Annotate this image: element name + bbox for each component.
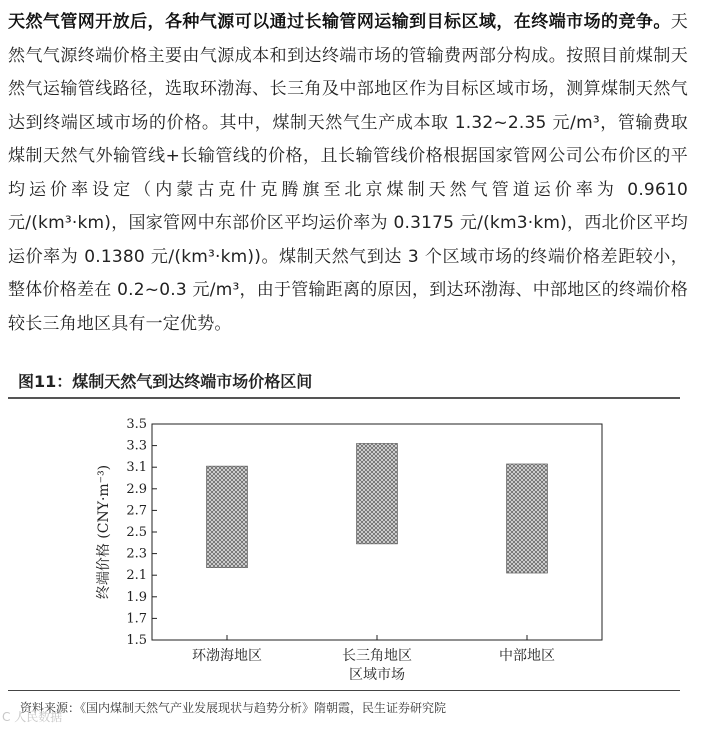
y-tick-label: 3.3 (126, 438, 147, 454)
chart-container (8, 400, 698, 690)
price-range-chart (8, 400, 698, 690)
x-tick-label: 环渤海地区 (192, 648, 262, 664)
y-tick-label: 3.1 (126, 460, 147, 476)
x-tick-label: 长三角地区 (342, 648, 412, 664)
y-tick-label: 3.5 (126, 417, 147, 432)
figure-title-bar (8, 367, 680, 399)
bars-group (207, 443, 548, 573)
article-paragraph (8, 6, 688, 341)
range-bar (207, 466, 248, 568)
range-bar (357, 443, 398, 543)
x-tick-label: 中部地区 (499, 648, 555, 664)
y-tick-label: 2.7 (126, 503, 147, 519)
figure-title: 图11：煤制天然气到达终端市场价格区间 (18, 372, 313, 391)
range-bar (507, 464, 548, 573)
y-tick-label: 2.9 (126, 481, 147, 497)
y-tick-label: 2.1 (126, 568, 147, 584)
x-axis (192, 635, 555, 664)
y-tick-label: 2.5 (126, 525, 147, 540)
paragraph-body: 天然气气源终端价格主要由气源成本和到达终端市场的管输费两部分构成。按照目前煤制天然气运输管线路径，选取环渤海、长三角及中部地区作为目标区域市场，测算煤制天然气达到终端区域市场的价格。其中，煤制天然气生产成本取 1.32~2.35 元/m³，管输费取煤制天然气外输管线+长输管线的价格，且长输管线价格根据国家管网公司公布价区的平均运价率设定（内蒙古克什克腾旗至北京煤制天然气管道运价率为 0.9610 元/(km³·km)，国家管网中东部价区平均运价率为 0.3175 元/(km3·km)，西北价区平均运价率为 0.1380 元/(km³·km))。煤制天然气到达 3 个区域市场的终端价格差距较小，整体价格差在 0.2~0.3 元/m³，由于管输距离的原因，到达环渤海、中部地区的终端价格较长三角地区具有一定优势。 (8, 12, 688, 334)
y-tick-label: 2.3 (126, 546, 147, 562)
x-axis-label: 区域市场 (349, 667, 405, 683)
source-note: 资料来源：《国内煤制天然气产业发展现状与趋势分析》隋朝霞，民生证券研究院 (20, 701, 447, 715)
y-tick-label: 1.7 (126, 611, 147, 627)
y-tick-label: 1.5 (126, 633, 147, 648)
y-axis-label: 终端价格 (CNY·m⁻³) (96, 464, 112, 600)
watermark: C 人民数据 (2, 710, 63, 724)
y-tick-label: 1.9 (126, 589, 147, 605)
bottom-rule (8, 690, 680, 691)
paragraph-lead: 天然气管网开放后，各种气源可以通过长输管网运输到目标区域，在终端市场的竞争。 (8, 12, 671, 32)
